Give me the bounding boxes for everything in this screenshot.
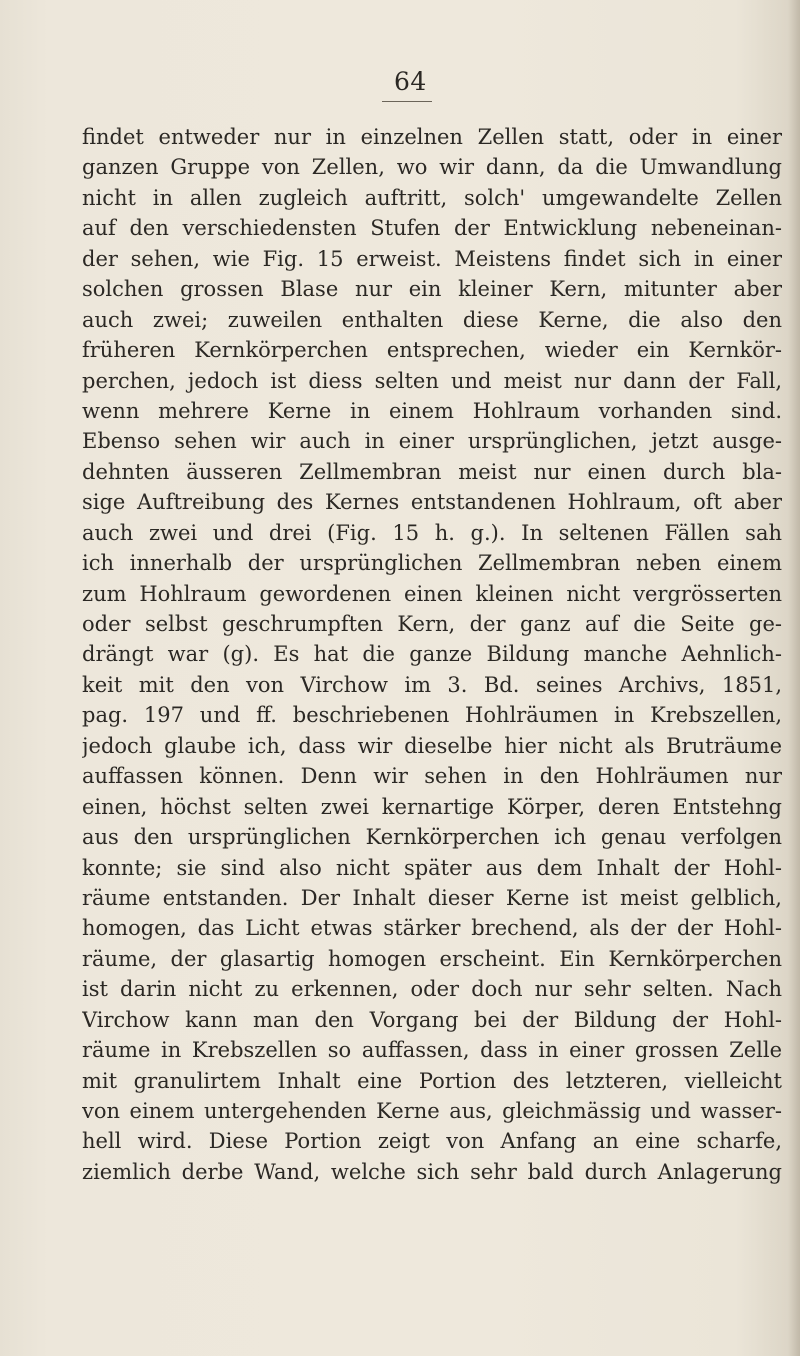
text-line: früheren Kernkörperchen entsprechen, wieder ein Kernkör- — [82, 338, 782, 363]
text-line: keit mit den von Virchow im 3. Bd. seines Archivs, 1851, — [82, 672, 782, 697]
text-line: von einem untergehenden Kerne aus, gleichmässig und wasser- — [82, 1099, 782, 1123]
text-line: ganzen Gruppe von Zellen, wo wir dann, da die Umwandlung — [82, 155, 782, 180]
text-line: auffassen können. Denn wir sehen in den Hohlräumen nur — [82, 764, 782, 789]
text-line: findet entweder nur in einzelnen Zellen statt, oder in einer — [82, 125, 782, 149]
text-line: auch zwei; zuweilen enthalten diese Kerne, die also den — [82, 307, 782, 332]
text-line: konnte; sie sind also nicht später aus dem Inhalt der Hohl- — [82, 855, 782, 880]
text-line: einen, höchst selten zwei kernartige Körper, deren Entstehng — [82, 794, 782, 819]
text-line: drängt war (g). Es hat die ganze Bildung manche Aehnlich- — [82, 642, 782, 667]
text-line: räume in Krebszellen so auffassen, dass in einer grossen Zelle — [82, 1038, 782, 1063]
text-line: wenn mehrere Kerne in einem Hohlraum vorhanden sind. — [82, 398, 782, 423]
text-line: räume, der glasartig homogen erscheint. Ein Kernkörperchen — [82, 946, 782, 971]
text-line: mit granulirtem Inhalt eine Portion des letzteren, vielleicht — [82, 1068, 782, 1093]
text-line: oder selbst geschrumpften Kern, der ganz auf die Seite ge- — [82, 612, 782, 636]
text-line: dehnten äusseren Zellmembran meist nur einen durch bla- — [82, 459, 782, 484]
text-line: jedoch glaube ich, dass wir dieselbe hier nicht als Bruträume — [82, 733, 782, 758]
text-line: Virchow kann man den Vorgang bei der Bildung der Hohl- — [82, 1007, 782, 1032]
text-line: solchen grossen Blase nur ein kleiner Kern, mitunter aber — [82, 277, 782, 302]
text-line: aus den ursprünglichen Kernkörperchen ich genau verfolgen — [82, 825, 782, 850]
page-edge-shadow — [788, 0, 800, 1356]
text-line: sige Auftreibung des Kernes entstandenen Hohlraum, oft aber — [82, 490, 782, 515]
text-line: pag. 197 und ff. beschriebenen Hohlräumen in Krebszellen, — [82, 703, 782, 728]
text-line: perchen, jedoch ist diess selten und meist nur dann der Fall, — [82, 368, 782, 393]
text-line: homogen, das Licht etwas stärker brechend, als der der Hohl- — [82, 916, 782, 941]
text-line: ist darin nicht zu erkennen, oder doch nur sehr selten. Nach — [82, 977, 782, 1002]
text-line: auch zwei und drei (Fig. 15 h. g.). In seltenen Fällen sah — [82, 520, 782, 545]
text-line: der sehen, wie Fig. 15 erweist. Meistens findet sich in einer — [82, 246, 782, 271]
text-line: auf den verschiedensten Stufen der Entwicklung nebeneinan- — [82, 216, 782, 241]
page-number: 64 — [394, 67, 427, 96]
body-text — [82, 122, 782, 1187]
page-number-underline — [382, 101, 432, 102]
text-line: räume entstanden. Der Inhalt dieser Kerne ist meist gelblich, — [82, 885, 782, 910]
text-line: nicht in allen zugleich auftritt, solch' umgewandelte Zellen — [82, 185, 782, 210]
text-line: hell wird. Diese Portion zeigt von Anfang an eine scharfe, — [82, 1129, 782, 1154]
text-line: Ebenso sehen wir auch in einer ursprünglichen, jetzt ausge- — [82, 429, 782, 454]
text-line: zum Hohlraum gewordenen einen kleinen nicht vergrösserten — [82, 581, 782, 606]
text-line: ich innerhalb der ursprünglichen Zellmembran neben einem — [82, 551, 782, 576]
text-line: ziemlich derbe Wand, welche sich sehr bald durch Anlagerung — [82, 1159, 782, 1184]
